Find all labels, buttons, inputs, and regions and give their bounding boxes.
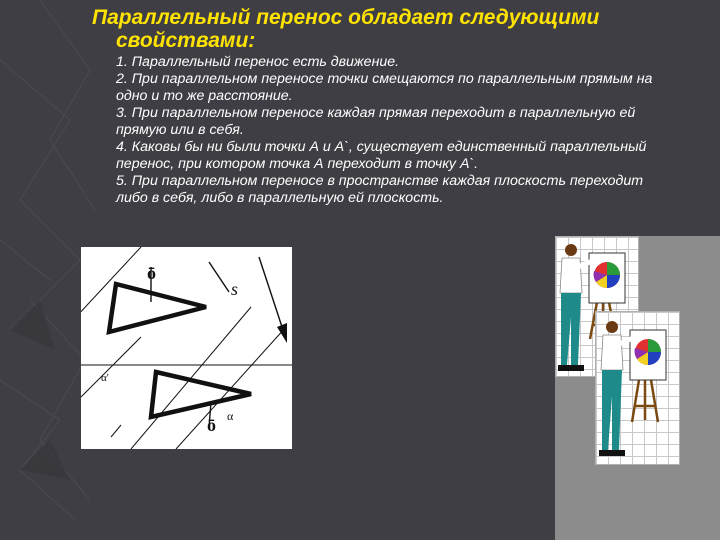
title-line-1: Параллельный перенос обладает следующими	[92, 6, 600, 29]
label-alpha-prime: α'	[101, 372, 109, 384]
label-vector: ō	[147, 263, 156, 283]
property-item: 3. При параллельном переносе каждая прямая переходит в параллельную ей прямую или в себя.	[116, 105, 636, 138]
property-item: 1. Параллельный перенос есть движение.	[116, 54, 400, 70]
presenter-clipart-2	[595, 311, 680, 465]
diagram-svg	[81, 247, 292, 449]
label-vector-bottom: ō	[207, 415, 216, 435]
property-item: 5. При параллельном переносе в пространстве каждая плоскость переходит либо в себя, либо в параллельную ей плоскость.	[116, 173, 644, 206]
translation-diagram	[81, 247, 292, 449]
slide-title	[92, 6, 692, 52]
title-line-2: свойствами:	[116, 29, 256, 52]
properties-list	[116, 54, 676, 207]
presenter-icon	[596, 312, 679, 464]
label-alpha: α	[227, 409, 234, 423]
label-s: s	[231, 279, 239, 299]
property-item: 2. При параллельном переносе точки смещаются по параллельным прямым на одно и то же расстояние.	[116, 71, 653, 104]
property-item: 4. Каковы бы ни были точки А и А`, существует единственный параллельный перенос, при котором точка А переходит в точку А`.	[116, 139, 647, 172]
